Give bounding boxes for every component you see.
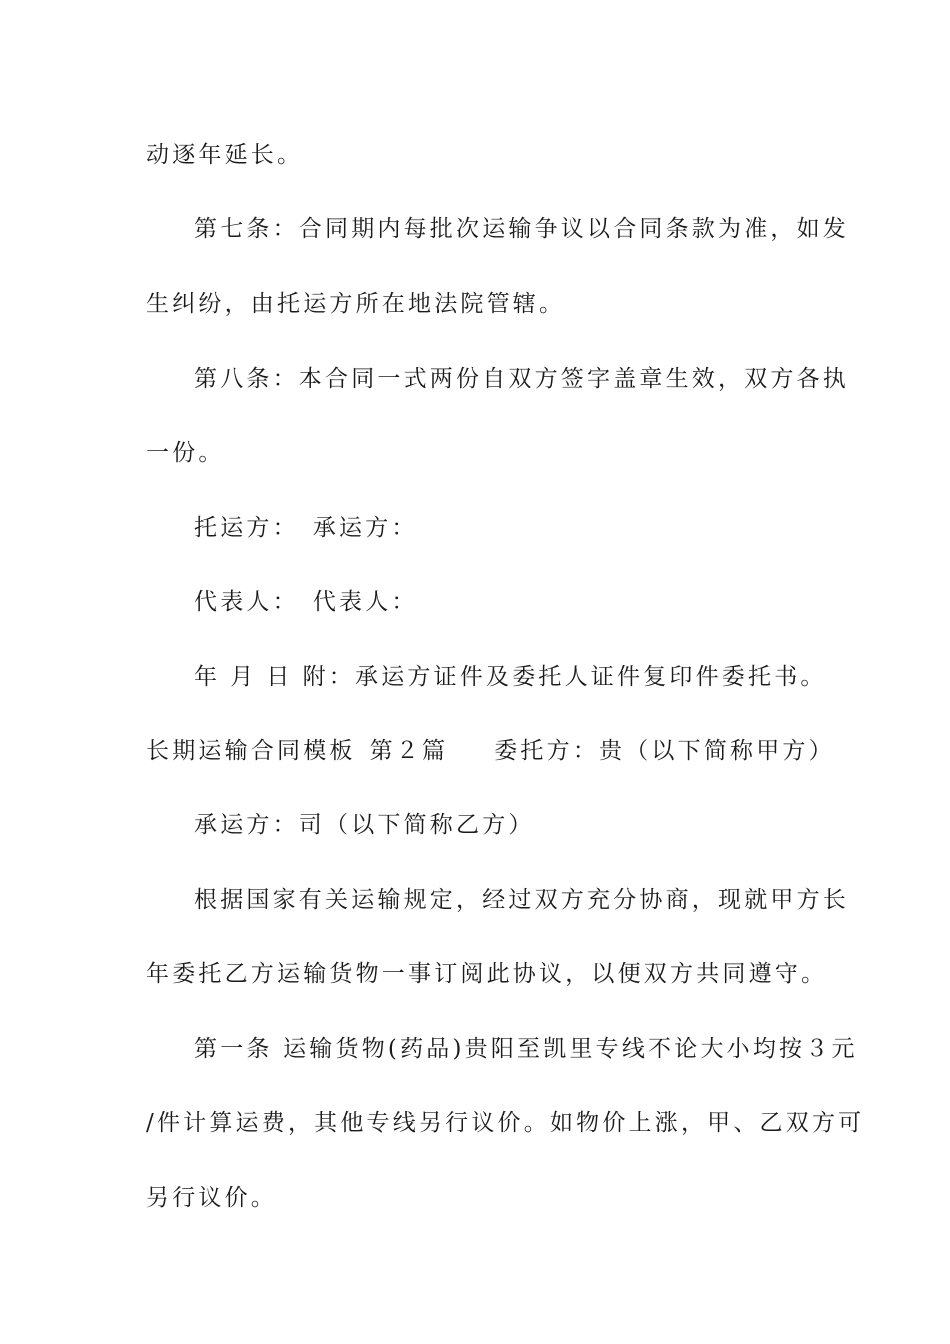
- representative-label-1: 代表人：: [194, 589, 299, 615]
- carrier-label: 承运方：: [312, 515, 418, 541]
- signature-line-representatives: [194, 587, 418, 617]
- representative-label-2: 代表人：: [312, 589, 418, 615]
- paragraph-line: 一份。: [146, 440, 225, 466]
- paragraph-line: 第七条：合同期内每批次运输争议以合同条款为准，如发: [194, 216, 849, 242]
- attachment-note: 附：承运方证件及委托人证件复印件委托书。: [302, 664, 827, 690]
- date-day: 日: [266, 664, 293, 690]
- paragraph-line: 另行议价。: [146, 1185, 277, 1211]
- client-party: 委托方：贵（以下简称甲方）: [494, 738, 835, 764]
- paragraph-line: 生纠纷，由托运方所在地法院管辖。: [146, 291, 566, 317]
- date-attachment-line: [194, 662, 827, 692]
- date-month: 月: [230, 664, 257, 690]
- signature-line-parties: [194, 513, 418, 543]
- paragraph-line: 年委托乙方运输货物一事订阅此协议，以便双方共同遵守。: [146, 961, 828, 987]
- paragraph-line: 第八条：本合同一式两份自双方签字盖章生效，双方各执: [194, 366, 849, 392]
- date-year: 年: [194, 664, 221, 690]
- section-title: 长期运输合同模板: [146, 738, 356, 764]
- paragraph-line: 第一条 运输货物(药品)贵阳至凯里专线不论大小均按３元: [194, 1036, 858, 1062]
- section-number: 第２篇: [369, 738, 449, 764]
- paragraph-line: 根据国家有关运输规定，经过双方充分协商，现就甲方长: [194, 887, 849, 913]
- section-heading-line: [146, 736, 835, 766]
- paragraph-line: /件计算运费，其他专线另行议价。如物价上涨，甲、乙双方可: [146, 1110, 865, 1136]
- paragraph-line: 动逐年延长。: [146, 142, 304, 168]
- shipper-label: 托运方：: [194, 515, 299, 541]
- carrier-party: 承运方：司（以下简称乙方）: [194, 812, 535, 838]
